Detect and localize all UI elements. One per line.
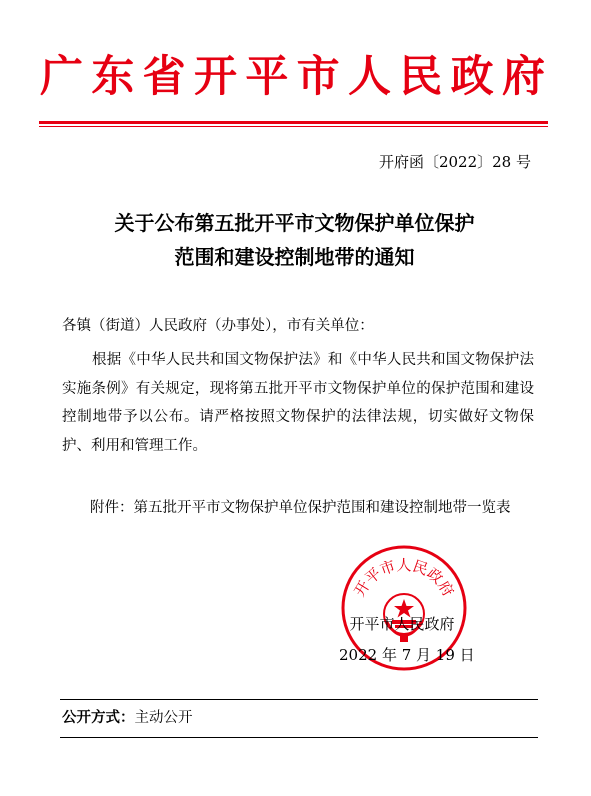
footer-rule-bottom — [60, 737, 538, 738]
letterhead-char: 人 — [347, 52, 391, 102]
letterhead-char: 广 — [40, 52, 83, 102]
letterhead — [40, 48, 545, 106]
letterhead-char: 市 — [296, 52, 340, 102]
letterhead-char: 府 — [501, 52, 545, 102]
disclosure-value: 主动公开 — [134, 710, 193, 726]
letterhead-char: 省 — [142, 52, 186, 102]
attachment — [90, 494, 538, 523]
letterhead-char: 政 — [450, 52, 494, 102]
title-line-1: 关于公布第五批开平市文物保护单位保护 — [114, 211, 475, 235]
footer-rule-top — [60, 699, 538, 700]
letterhead-char: 平 — [245, 52, 289, 102]
letterhead-char: 民 — [399, 52, 443, 102]
letterhead-rule-thick — [39, 121, 548, 124]
addressee: 各镇（街道）人民政府（办事处），市有关单位： — [62, 318, 374, 334]
document-title — [40, 206, 549, 274]
signing-date: 2022 年 7 月 19 日 — [339, 646, 475, 664]
disclosure-label: 公开方式： — [62, 710, 135, 726]
document-number: 开府函〔2022〕28 号 — [378, 153, 531, 171]
signing-organization: 开平市人民政府 — [349, 615, 455, 633]
title-line-2: 范围和建设控制地带的通知 — [174, 245, 415, 269]
letterhead-char: 东 — [91, 52, 135, 102]
body-paragraph: 根据《中华人民共和国文物保护法》和《中华人民共和国文物保护法实施条例》有关规定，现将第五批开平市文物保护单位的保护范围和建设控制地带予以公布。请严格按照文物保护的法律法规，切实做好文物保护、利用和管理工作。 — [62, 352, 534, 454]
letterhead-char: 开 — [193, 52, 237, 102]
seal-text: 开平市人民政府 — [350, 556, 458, 600]
attachment-label: 附件： — [90, 500, 134, 516]
attachment-text: 第五批开平市文物保护单位保护范围和建设控制地带一览表 — [133, 500, 511, 516]
disclosure-method — [62, 708, 193, 728]
letterhead-rule-thin — [39, 126, 548, 127]
